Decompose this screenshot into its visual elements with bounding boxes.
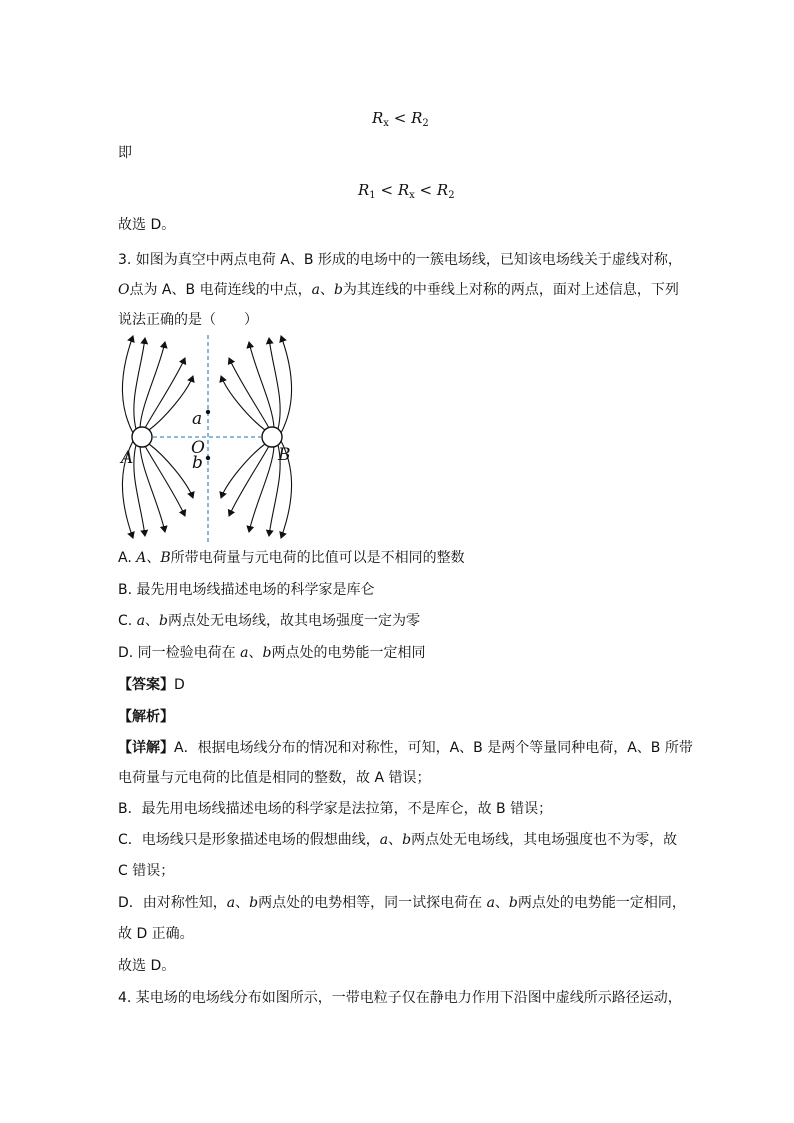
analysis-label: 【解析】 (118, 709, 174, 725)
text-ji: 即 (118, 145, 132, 161)
answer-line: 【答案】D (118, 677, 185, 693)
detail-d-line-2: 故 D 正确。 (118, 926, 194, 942)
label-point-o: O (191, 438, 205, 458)
question-3-line-1: 3. 如图为真空中两点电荷 A、B 形成的电场中的一簇电场线，已知该电场线关于虚线对称， (118, 252, 682, 268)
field-line-9 (145, 446, 185, 516)
charge-a-circle (132, 427, 152, 447)
equation-rx-lt-r2: $R_x < R_2$ (372, 109, 429, 129)
question-3-line-2: O点为 A、B 电荷连线的中点，a、b为其连线的中垂线上对称的两点，面对上述信息，下列 (118, 282, 679, 298)
point-b-dot (206, 456, 210, 460)
electric-field-figure (115, 330, 295, 545)
question-3-line-3: 说法正确的是（ ） (118, 312, 258, 328)
field-line-0 (134, 338, 145, 429)
detail-a-line-1: 【详解】A．根据电场线分布的情况和对称性，可知，A、B 是两个等量同种电荷，A、B 所带 (118, 740, 693, 756)
text-choose-d-2: 故选 D。 (118, 958, 176, 974)
option-b: B. 最先用电场线描述电场的科学家是库仑 (118, 582, 375, 598)
detail-b: B．最先用电场线描述电场的科学家是法拉第，不是库仑，故 B 错误； (118, 801, 553, 817)
field-line-10 (229, 358, 269, 428)
field-line-1 (134, 445, 145, 536)
field-line-8 (145, 358, 185, 428)
field-line-11 (229, 446, 269, 516)
option-d: D. 同一检验电荷在 a、b两点处的电势能一定相同 (118, 645, 426, 661)
label-charge-a: A (121, 448, 134, 468)
text-choose-d: 故选 D。 (118, 217, 176, 233)
equation-r1-lt-rx-lt-r2: $R_1 < R_x < R_2$ (358, 181, 455, 201)
point-a-dot (206, 410, 210, 414)
field-line-16 (122, 336, 133, 433)
detail-a-line-2: 电荷量与元电荷的比值是相同的整数，故 A 错误； (118, 770, 431, 786)
label-point-b: b (192, 453, 203, 473)
option-a: A. A、B所带电荷量与元电荷的比值可以是不相同的整数 (118, 550, 465, 566)
detail-d-line-1: D．由对称性知，a、b两点处的电势相等，同一试探电荷在 a、b两点处的电势能一定相同， (118, 895, 686, 911)
label-point-a: a (192, 409, 203, 429)
option-c: C. a、b两点处无电场线，故其电场强度一定为零 (118, 613, 421, 629)
charge-b-circle (262, 427, 282, 447)
detail-c-line-1: C．电场线只是形象描述电场的假想曲线，a、b两点处无电场线，其电场强度也不为零，故 (118, 832, 678, 848)
field-line-2 (269, 338, 280, 429)
question-4-line-1: 4. 某电场的电场线分布如图所示，一带电粒子仅在静电力作用下沿图中虚线所示路径运动， (118, 990, 682, 1006)
detail-c-line-2: C 错误； (118, 863, 175, 879)
label-charge-b: B (278, 445, 291, 465)
field-line-18 (281, 336, 292, 433)
